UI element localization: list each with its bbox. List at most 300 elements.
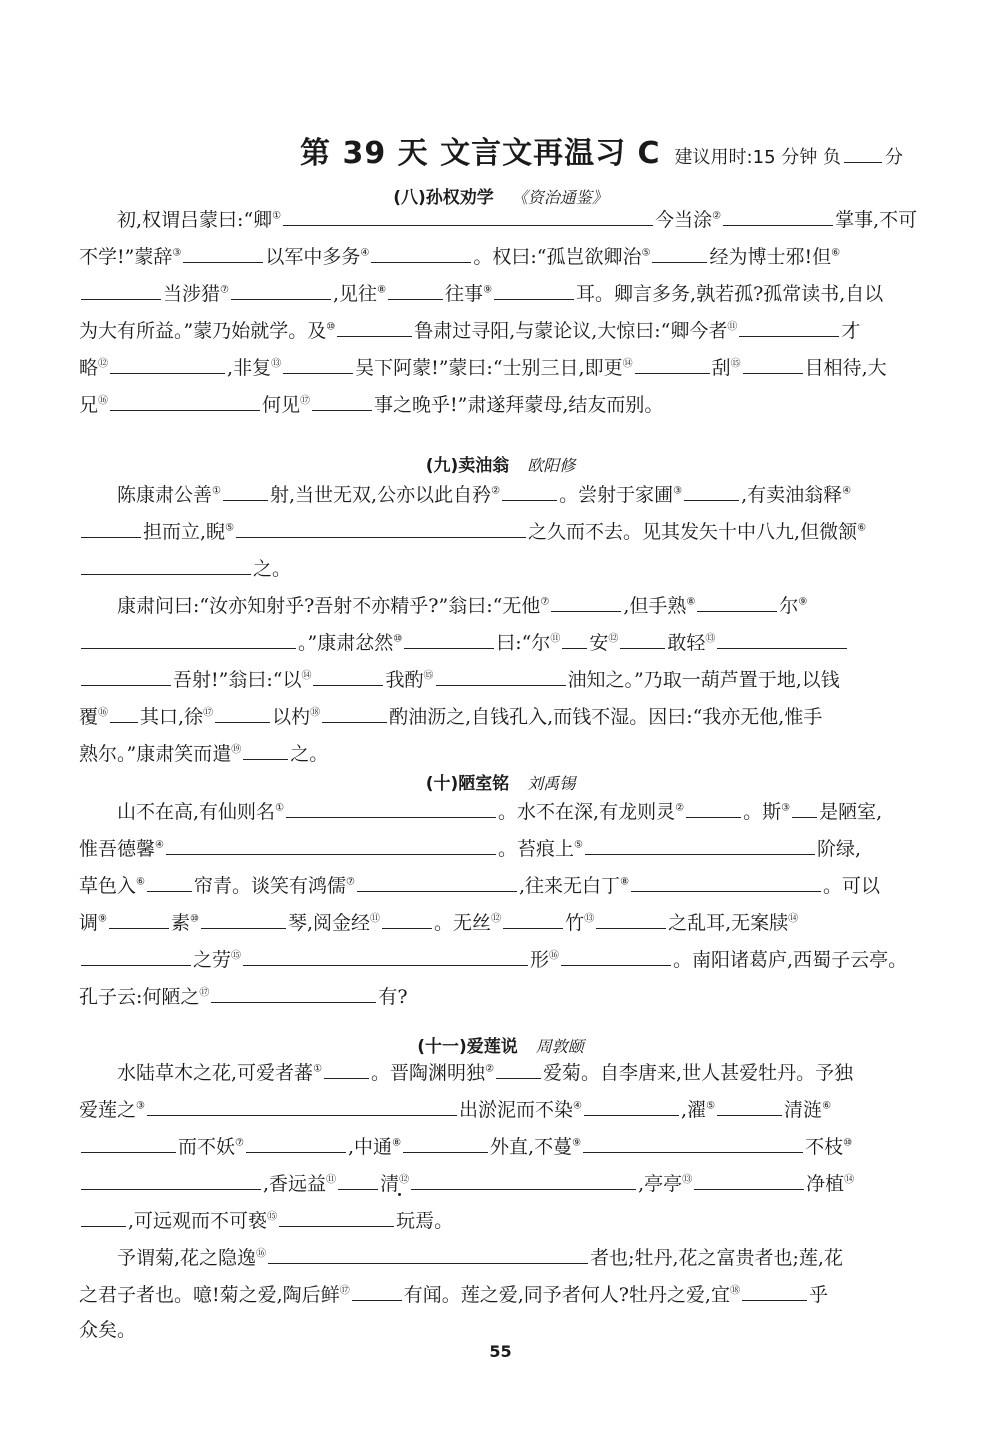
- annotated-word: 涂: [693, 209, 713, 231]
- annotation-number: ⑱: [310, 707, 321, 719]
- text-line: [79, 908, 927, 936]
- text-line: [79, 554, 927, 582]
- passage-text: 乎: [809, 1284, 829, 1306]
- annotation-number: ⑬: [271, 358, 282, 370]
- answer-blank[interactable]: [324, 1058, 369, 1079]
- annotation-number: ⑰: [199, 987, 210, 999]
- answer-blank[interactable]: [388, 279, 443, 300]
- passage-text: 净: [806, 1173, 826, 1195]
- answer-blank[interactable]: [684, 480, 739, 501]
- passage-text: 琴,阅: [287, 912, 333, 934]
- annotated-word: 卿: [253, 209, 273, 231]
- annotated-word: 释: [823, 484, 843, 506]
- answer-blank[interactable]: [215, 702, 270, 723]
- passage-text: 众矣。: [79, 1319, 137, 1341]
- answer-blank[interactable]: [635, 353, 710, 374]
- annotated-word: 兄: [79, 394, 99, 416]
- text-line: [79, 1058, 927, 1086]
- answer-blank[interactable]: [223, 480, 268, 501]
- answer-blank[interactable]: [110, 702, 138, 723]
- answer-blank[interactable]: [338, 1169, 378, 1190]
- passage-text: 出淤泥而不: [459, 1099, 555, 1121]
- text-line: [79, 1095, 927, 1123]
- passage-text: 之乱耳,无: [668, 912, 751, 934]
- text-line: [79, 1169, 927, 1197]
- answer-blank[interactable]: [694, 1169, 804, 1190]
- annotated-word: 形: [530, 949, 550, 971]
- annotation-number: ①: [313, 1063, 323, 1075]
- annotated-word: 调: [79, 912, 99, 934]
- passage-text: ,: [681, 1099, 688, 1121]
- answer-blank[interactable]: [717, 1095, 782, 1116]
- annotation-number: ⑯: [98, 395, 109, 407]
- answer-blank[interactable]: [110, 390, 260, 411]
- section-author: 周敦颐: [535, 1037, 584, 1056]
- answer-blank[interactable]: [631, 871, 821, 892]
- annotated-word: 劳: [212, 949, 232, 971]
- text-line: [79, 517, 927, 545]
- passage-text: 爱莲: [79, 1099, 118, 1121]
- annotation-number: ⑦: [540, 596, 550, 608]
- answer-blank[interactable]: [494, 279, 574, 300]
- annotated-word: 之: [180, 986, 200, 1008]
- time-suggestion: [675, 147, 903, 168]
- annotated-word: 枝: [824, 1136, 844, 1158]
- annotation-number: ⑥: [136, 876, 145, 888]
- annotation-number: ⑧: [377, 284, 387, 296]
- annotated-word: 隐逸: [218, 1247, 257, 1269]
- answer-blank[interactable]: [279, 1206, 394, 1227]
- annotated-word: 非复: [233, 357, 272, 379]
- answer-blank[interactable]: [81, 517, 141, 538]
- annotation-number: ⑦: [235, 1137, 244, 1149]
- answer-blank[interactable]: [792, 797, 817, 818]
- annotated-word: 名: [256, 801, 276, 823]
- annotation-number: ③: [172, 247, 182, 259]
- annotation-number: ③: [136, 1100, 145, 1112]
- annotated-word: 素: [170, 912, 190, 934]
- answer-blank[interactable]: [312, 390, 372, 411]
- passage-text: 我: [385, 669, 405, 691]
- section-name: (八)孙权劝学: [393, 188, 494, 208]
- annotation-number: ⑬: [584, 913, 595, 925]
- answer-blank[interactable]: [81, 945, 191, 966]
- answer-blank[interactable]: [371, 242, 471, 263]
- text-line: [79, 1243, 927, 1271]
- text-line: [79, 1206, 927, 1234]
- passage-text: 曰:“: [496, 632, 532, 654]
- passage-text: 水陆草木之花,可爱者: [117, 1062, 295, 1084]
- passage-text: ,: [227, 357, 234, 379]
- text-line: [79, 665, 927, 693]
- passage-text: 。可以: [823, 875, 881, 897]
- answer-blank[interactable]: [313, 665, 383, 686]
- answer-blank[interactable]: [231, 279, 331, 300]
- passage-text: 予谓菊,花之: [117, 1247, 219, 1269]
- answer-blank[interactable]: [403, 1132, 488, 1153]
- page-title: 第 39 天 文言文再温习 C: [300, 136, 661, 171]
- text-line: [79, 390, 927, 418]
- annotation-number: ⑫: [491, 913, 502, 925]
- annotated-word: 今者: [689, 320, 728, 342]
- annotated-word: 即更: [584, 357, 623, 379]
- answer-blank[interactable]: [496, 1058, 541, 1079]
- passage-text: 。水不在深,有龙则: [498, 801, 657, 823]
- answer-blank[interactable]: [337, 316, 412, 337]
- answer-blank[interactable]: [352, 1280, 402, 1301]
- answer-blank[interactable]: [723, 205, 833, 226]
- annotated-word: 亭亭: [644, 1173, 683, 1195]
- annotation-number: ④: [155, 839, 164, 851]
- passage-text: 敢: [667, 632, 687, 654]
- annotated-word: 蕃: [294, 1062, 314, 1084]
- passage-text: 阶绿,: [817, 838, 862, 860]
- passage-text: 之君子者也。噫!菊之爱,陶后: [79, 1284, 321, 1306]
- passage-text: 为大有所益。”蒙乃始就学。: [79, 320, 308, 342]
- answer-blank[interactable]: [81, 279, 161, 300]
- annotation-number: ⑪: [370, 913, 381, 925]
- annotation-number: ⑧: [620, 876, 630, 888]
- page-number: 55: [489, 1342, 512, 1361]
- annotation-number: ⑤: [574, 839, 583, 851]
- answer-blank[interactable]: [268, 1243, 588, 1264]
- annotated-word: 馨: [136, 838, 156, 860]
- annotation-number: ⑤: [225, 522, 235, 534]
- annotation-number: ⑦: [220, 284, 229, 296]
- annotated-word: 以: [282, 669, 302, 691]
- annotation-number: ⑧: [686, 596, 696, 608]
- annotated-word: 上: [555, 838, 575, 860]
- annotation-number: ⑮: [231, 950, 242, 962]
- text-line: [79, 353, 927, 381]
- answer-blank[interactable]: [404, 628, 494, 649]
- annotated-word: 尔: [779, 595, 799, 617]
- annotation-number: ⑪: [326, 1174, 337, 1186]
- answer-blank[interactable]: [322, 702, 387, 723]
- text-line: [79, 1317, 927, 1343]
- annotation-number: ④: [573, 1100, 582, 1112]
- passage-text: ,香远: [263, 1173, 308, 1195]
- passage-text: 以: [272, 706, 292, 728]
- annotated-word: 益: [307, 1173, 327, 1195]
- section-author: 刘禹锡: [527, 774, 576, 793]
- annotation-number: ⑦: [346, 876, 355, 888]
- annotation-number: ②: [485, 1063, 495, 1075]
- annotated-word: 鸿儒: [308, 875, 347, 897]
- passage-text: ,中: [348, 1136, 374, 1158]
- annotated-word: 丝: [472, 912, 492, 934]
- passage-text: 山不在高,有仙则: [117, 801, 257, 823]
- answer-blank[interactable]: [503, 908, 563, 929]
- annotation-number: ⑰: [203, 707, 214, 719]
- annotated-word: 刮: [711, 357, 731, 379]
- passage-text: 孔子云:何陋: [79, 986, 181, 1008]
- passage-text: 惟吾德: [79, 838, 137, 860]
- answer-blank[interactable]: [147, 1095, 457, 1116]
- annotated-word: 及: [307, 320, 327, 342]
- annotated-word: 安: [589, 632, 609, 654]
- passage-text: 往: [445, 283, 465, 305]
- annotation-number: ⑥: [822, 1100, 832, 1112]
- passage-text: 清: [784, 1099, 804, 1121]
- annotation-number: ⑯: [256, 1248, 267, 1260]
- annotation-number: ⑮: [423, 670, 434, 682]
- text-line: [79, 871, 927, 899]
- answer-blank[interactable]: [585, 834, 815, 855]
- annotated-word: 无他: [502, 595, 541, 617]
- annotated-word: 覆: [79, 706, 99, 728]
- annotation-number: ⑰: [300, 395, 311, 407]
- annotation-number: ①: [272, 210, 282, 222]
- annotated-word: 鲜: [320, 1284, 340, 1306]
- annotated-word: 往: [358, 283, 378, 305]
- annotation-number: ⑭: [622, 358, 633, 370]
- annotation-number: ⑩: [843, 1137, 853, 1149]
- annotation-number: ⑤: [641, 247, 651, 259]
- passage-text: 者也;牡丹,花之富贵者也;莲,花: [590, 1247, 843, 1269]
- answer-blank[interactable]: [236, 517, 526, 538]
- annotated-word: 濯: [687, 1099, 707, 1121]
- annotated-word: 颔: [838, 521, 858, 543]
- annotation-number: ②: [491, 485, 501, 497]
- text-line: [79, 1132, 927, 1160]
- answer-blank[interactable]: [283, 205, 653, 226]
- answer-blank[interactable]: [283, 353, 353, 374]
- text-line: [79, 702, 927, 730]
- annotated-word: 事: [464, 283, 484, 305]
- answer-blank[interactable]: [166, 834, 496, 855]
- annotation-number: ⑨: [98, 913, 107, 925]
- annotation-number: ⑭: [788, 913, 799, 925]
- answer-blank[interactable]: [686, 797, 741, 818]
- answer-blank[interactable]: [739, 316, 839, 337]
- passage-text: 。: [743, 801, 763, 823]
- answer-blank[interactable]: [743, 353, 803, 374]
- passage-text: 之。: [253, 558, 292, 580]
- answer-blank[interactable]: [183, 242, 263, 263]
- annotated-word: 略: [79, 357, 99, 379]
- section-author: 欧阳修: [527, 456, 576, 475]
- annotation-number: ⑨: [798, 596, 808, 608]
- annotation-number: ④: [360, 247, 370, 259]
- answer-blank[interactable]: [246, 1132, 346, 1153]
- annotated-word: 亵: [248, 1210, 268, 1232]
- passage-text: 有闻。莲之爱,同予者何人?牡丹之爱,: [403, 1284, 711, 1306]
- passage-text: 初,权谓吕蒙曰:“: [117, 209, 254, 231]
- answer-blank[interactable]: [81, 1206, 126, 1227]
- annotation-number: ⑨: [572, 1137, 582, 1149]
- passage-text: 之: [193, 949, 213, 971]
- passage-text: 今当: [655, 209, 694, 231]
- passage-text: 油知之。”乃取一葫芦置于地,以钱: [567, 669, 840, 691]
- answer-blank[interactable]: [147, 871, 192, 892]
- page-header: [300, 128, 903, 172]
- annotation-number: ⑭: [301, 670, 312, 682]
- annotated-word: 斯: [762, 801, 782, 823]
- annotated-word: 宜: [710, 1284, 730, 1306]
- annotated-word: 植: [825, 1173, 845, 1195]
- annotated-word: 酌: [404, 669, 424, 691]
- passage-text: 。苔痕: [498, 838, 556, 860]
- score-blank[interactable]: [844, 144, 882, 163]
- passage-text: 。权曰:“孤岂欲卿: [473, 246, 623, 268]
- passage-text: 吾射!”翁曰:“: [173, 669, 283, 691]
- annotation-number: ⑩: [190, 913, 199, 925]
- answer-blank[interactable]: [620, 628, 665, 649]
- section-title: [0, 1032, 1001, 1057]
- answer-blank[interactable]: [502, 480, 557, 501]
- text-line: [79, 205, 927, 233]
- text-line: [79, 945, 927, 973]
- section-name: (十一)爱莲说: [417, 1037, 518, 1057]
- answer-blank[interactable]: [110, 353, 225, 374]
- annotated-word: 手熟: [648, 595, 687, 617]
- passage-text: 有?: [378, 986, 408, 1008]
- annotated-word: 睨: [206, 521, 226, 543]
- passage-text: 玩焉。: [396, 1210, 454, 1232]
- passage-text: 当涉: [163, 283, 202, 305]
- annotated-word: 白丁: [582, 875, 621, 897]
- answer-blank[interactable]: [596, 908, 666, 929]
- passage-text: 掌事,不可: [835, 209, 918, 231]
- passage-text: 不学!”蒙: [79, 246, 154, 268]
- answer-blank[interactable]: [357, 871, 517, 892]
- passage-text: 射,当世无双,公亦以此自: [270, 484, 473, 506]
- annotation-number: ⑯: [549, 950, 560, 962]
- passage-text: 担而立,: [143, 521, 207, 543]
- annotation-number: ⑮: [267, 1211, 278, 1223]
- passage-text: 之久而不去。见其发矢十中八九,但微: [528, 521, 839, 543]
- annotation-number: ②: [675, 802, 685, 814]
- annotated-word: 徐: [184, 706, 204, 728]
- answer-blank[interactable]: [697, 591, 777, 612]
- passage-text: 康肃问曰:“汝亦知射乎?吾射不亦精乎?”翁曰:“: [117, 595, 503, 617]
- annotated-word: 忿然: [355, 632, 394, 654]
- annotated-word: 竹: [565, 912, 585, 934]
- annotation-number: ⑲: [231, 744, 242, 756]
- annotation-number: ⑤: [706, 1100, 716, 1112]
- annotated-word: 治: [622, 246, 642, 268]
- passage-text: 草色: [79, 875, 118, 897]
- answer-blank[interactable]: [382, 908, 432, 929]
- passage-text: 陈康肃公: [117, 484, 194, 506]
- passage-text: 事之晚乎!”肃遂拜蒙母,结友而别。: [374, 394, 664, 416]
- annotated-word: 但: [812, 246, 832, 268]
- text-line: [79, 316, 927, 344]
- passage-text: 爱菊。自李唐来,世人甚爱牡丹。予独: [543, 1062, 854, 1084]
- answer-blank[interactable]: [286, 797, 496, 818]
- passage-text: 帘青。谈笑有: [194, 875, 309, 897]
- passage-text: ,往来无: [519, 875, 583, 897]
- passage-text: 鲁肃过寻阳,与蒙论议,大惊曰:“卿: [414, 320, 690, 342]
- passage-text: 酌油沥之,自钱孔入,而钱不湿。因曰:“我亦无他,惟手: [389, 706, 823, 728]
- answer-blank[interactable]: [583, 1132, 803, 1153]
- annotated-word: 蔓: [553, 1136, 573, 1158]
- answer-blank[interactable]: [81, 1169, 261, 1190]
- answer-blank[interactable]: [411, 1169, 636, 1190]
- annotated-word: 杓: [291, 706, 311, 728]
- section-author: 《资治通鉴》: [511, 188, 608, 207]
- answer-blank[interactable]: [81, 628, 296, 649]
- answer-blank[interactable]: [109, 908, 169, 929]
- passage-text: 之。: [290, 743, 329, 765]
- text-line: [79, 982, 927, 1010]
- annotation-number: ⑪: [727, 321, 738, 333]
- annotated-word: 入: [117, 875, 137, 897]
- annotated-word: 善: [193, 484, 213, 506]
- annotated-word: 妖: [216, 1136, 236, 1158]
- text-line: [79, 797, 927, 825]
- passage-text: ,见: [333, 283, 359, 305]
- text-line: [79, 834, 927, 862]
- text-line: [79, 480, 927, 508]
- answer-blank[interactable]: [652, 242, 707, 263]
- passage-text: 清: [380, 1173, 400, 1195]
- annotation-number: ⑥: [857, 522, 867, 534]
- annotation-number: ⑩: [326, 321, 336, 333]
- annotation-number: ⑫: [98, 358, 109, 370]
- annotation-number: ①: [275, 802, 285, 814]
- annotation-number: ⑰: [339, 1285, 350, 1297]
- answer-blank[interactable]: [717, 628, 847, 649]
- text-line: [79, 242, 927, 270]
- annotation-number: ⑫: [399, 1174, 410, 1186]
- annotated-word: 通: [373, 1136, 393, 1158]
- section-name: (九)卖油翁: [425, 456, 510, 476]
- answer-blank[interactable]: [243, 739, 288, 760]
- annotation-number: ⑱: [730, 1285, 740, 1297]
- section-name: (十)陋室铭: [425, 774, 510, 794]
- annotated-word: 猎: [201, 283, 221, 305]
- passage-text: ,有卖油翁: [741, 484, 824, 506]
- answer-blank[interactable]: [81, 665, 171, 686]
- passage-text: 才: [841, 320, 861, 342]
- time-suggestion-text: 建议用时:15 分钟 负: [674, 147, 841, 168]
- passage-text: 是陋室,: [819, 801, 883, 823]
- annotated-word: 金经: [332, 912, 371, 934]
- annotated-word: 灵: [656, 801, 676, 823]
- passage-text: ,可远观而不可: [128, 1210, 249, 1232]
- passage-text: 而不: [178, 1136, 217, 1158]
- passage-text: ,: [638, 1173, 645, 1195]
- answer-blank[interactable]: [584, 1095, 679, 1116]
- answer-blank[interactable]: [81, 1132, 176, 1153]
- annotation-number: ⑩: [393, 633, 403, 645]
- annotation-number: ⑯: [98, 707, 109, 719]
- annotation-number: ⑬: [705, 633, 716, 645]
- answer-blank[interactable]: [562, 628, 587, 649]
- answer-blank[interactable]: [81, 554, 251, 575]
- answer-blank[interactable]: [201, 908, 286, 929]
- passage-text: 耳。卿言多务,孰若孤?孤常读书,自以: [576, 283, 884, 305]
- answer-blank[interactable]: [742, 1280, 807, 1301]
- answer-blank[interactable]: [211, 982, 376, 1003]
- score-unit: 分: [884, 147, 903, 168]
- text-line: [79, 739, 927, 767]
- annotated-word: 务: [341, 246, 361, 268]
- answer-blank[interactable]: [551, 591, 621, 612]
- answer-blank[interactable]: [436, 665, 566, 686]
- answer-blank[interactable]: [243, 945, 528, 966]
- passage-text: 目相待,大: [804, 357, 887, 379]
- passage-text: 其口,: [140, 706, 185, 728]
- annotated-word: 见: [281, 394, 301, 416]
- annotation-number: ⑫: [608, 633, 619, 645]
- passage-text: 不: [805, 1136, 825, 1158]
- annotated-word: 遣: [212, 743, 232, 765]
- answer-blank[interactable]: [561, 945, 671, 966]
- text-line: [79, 628, 927, 656]
